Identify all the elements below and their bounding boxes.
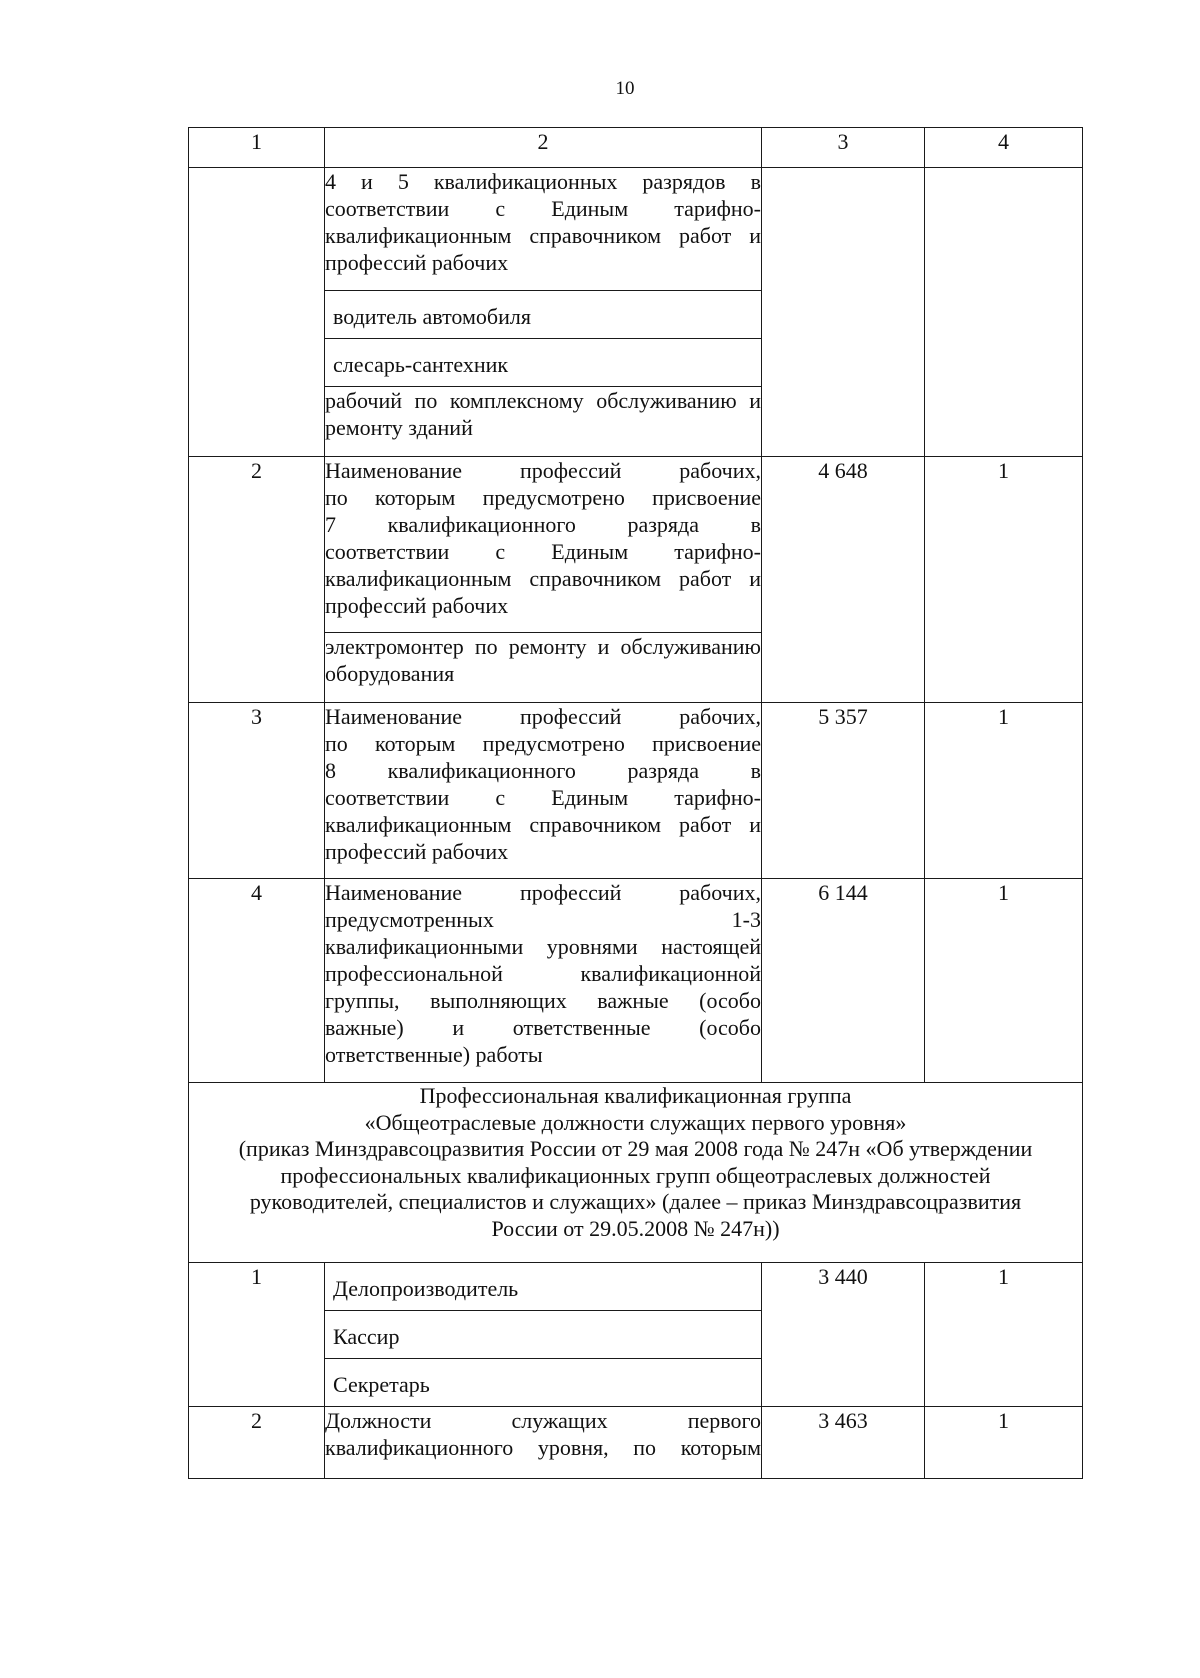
profession-item: водитель автомобиля — [325, 291, 762, 339]
salary-value: 4 648 — [762, 457, 925, 703]
group-heading — [189, 1083, 1083, 1263]
profession-item: рабочий по комплексному обслуживанию и ремонту зданий — [325, 387, 762, 457]
header-col-2: 2 — [325, 128, 762, 168]
header-col-4: 4 — [925, 128, 1083, 168]
coefficient-value: 1 — [925, 879, 1083, 1083]
text-line: Наименование профессий рабочих, — [325, 458, 761, 483]
text-line: ответственные) работы — [325, 1042, 543, 1067]
row-description — [325, 457, 762, 633]
profession-item: электромонтер по ремонту и обслуживанию оборудования — [325, 633, 762, 703]
group-heading-row — [189, 1083, 1083, 1263]
table-row — [189, 1407, 1083, 1479]
profession-item: слесарь-сантехник — [325, 339, 762, 387]
text-line: Должности служащих первого — [325, 1408, 761, 1433]
group-line: (приказ Минздравсоцразвития России от 29 мая 2008 года № 247н «Об утверждении — [238, 1136, 1033, 1161]
table-header-row — [189, 128, 1083, 168]
row-description — [325, 879, 762, 1083]
table-row — [189, 703, 1083, 879]
salary-value: 3 463 — [762, 1407, 925, 1479]
row-description — [325, 1407, 762, 1479]
text-line: предусмотренных 1-3 — [325, 907, 761, 932]
text-line: профессий рабочих — [325, 250, 509, 275]
group-line: руководителей, специалистов и служащих» (далее – приказ Минздравсоцразвития — [249, 1189, 1022, 1214]
text-line: квалификационными уровнями настоящей — [325, 934, 761, 959]
text-line: профессиональной квалификационной — [325, 961, 761, 986]
group-line: России от 29.05.2008 № 247н)) — [491, 1215, 780, 1241]
text-line: квалификационным справочником работ и — [325, 812, 761, 837]
group-line: «Общеотраслевые должности служащих первого уровня» — [364, 1109, 907, 1135]
text-line: соответствии с Единым тарифно- — [325, 785, 761, 810]
group-line: профессиональных квалификационных групп общеотраслевых должностей — [280, 1162, 991, 1188]
salary-table — [188, 127, 1083, 1479]
row-number: 2 — [189, 457, 325, 703]
table-row — [189, 1263, 1083, 1311]
continued-qualification-text — [325, 168, 762, 291]
salary-value: 3 440 — [762, 1263, 925, 1407]
table-row — [189, 457, 1083, 633]
coefficient-value: 1 — [925, 1407, 1083, 1479]
text-line: квалификационным справочником работ и — [325, 566, 761, 591]
empty-num-cell — [189, 168, 325, 457]
text-line: квалификационным справочником работ и — [325, 223, 761, 248]
salary-value: 6 144 — [762, 879, 925, 1083]
text-line: квалификационного уровня, по которым — [325, 1435, 761, 1460]
row-number: 1 — [189, 1263, 325, 1407]
text-line: по которым предусмотрено присвоение — [325, 485, 761, 510]
header-col-1: 1 — [189, 128, 325, 168]
page-number: 10 — [615, 78, 635, 99]
text-line: Наименование профессий рабочих, — [325, 880, 761, 905]
text-line: Наименование профессий рабочих, — [325, 704, 761, 729]
position-item: Делопроизводитель — [325, 1263, 762, 1311]
row-number: 4 — [189, 879, 325, 1083]
text-line: группы, выполняющих важные (особо — [325, 988, 761, 1013]
text-line: 7 квалификационного разряда в — [325, 512, 761, 537]
position-item: Секретарь — [325, 1359, 762, 1407]
salary-value: 5 357 — [762, 703, 925, 879]
text-line: соответствии с Единым тарифно- — [325, 196, 761, 221]
table-row — [189, 879, 1083, 1083]
text-line: по которым предусмотрено присвоение — [325, 731, 761, 756]
text-line: 8 квалификационного разряда в — [325, 758, 761, 783]
table-row — [189, 168, 1083, 291]
position-item: Кассир — [325, 1311, 762, 1359]
text-line: профессий рабочих — [325, 839, 509, 864]
group-line: Профессиональная квалификационная группа — [419, 1083, 852, 1108]
text-line: профессий рабочих — [325, 593, 509, 618]
coefficient-value: 1 — [925, 457, 1083, 703]
text-line: важные) и ответственные (особо — [325, 1015, 761, 1040]
coefficient-value: 1 — [925, 1263, 1083, 1407]
row-number: 2 — [189, 1407, 325, 1479]
empty-value-cell — [762, 168, 925, 457]
row-number: 3 — [189, 703, 325, 879]
row-description — [325, 703, 762, 879]
header-col-3: 3 — [762, 128, 925, 168]
coefficient-value: 1 — [925, 703, 1083, 879]
text-line: соответствии с Единым тарифно- — [325, 539, 761, 564]
empty-coef-cell — [925, 168, 1083, 457]
text-line: 4 и 5 квалификационных разрядов в — [325, 169, 761, 194]
